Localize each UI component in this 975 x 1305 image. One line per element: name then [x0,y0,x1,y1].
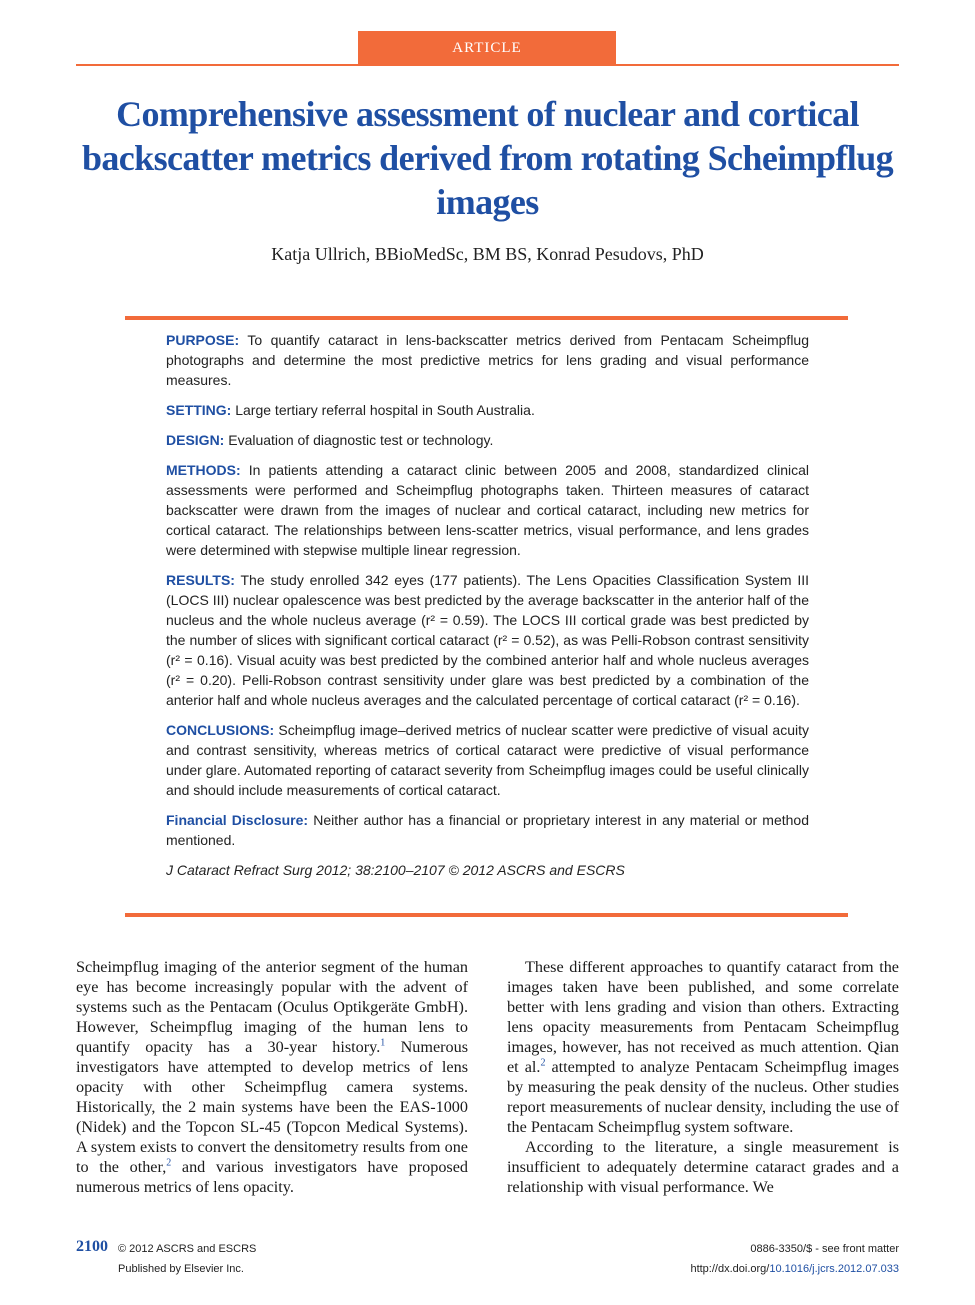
page-footer [76,1240,899,1280]
author-list: Katja Ullrich, BBioMedSc, BM BS, Konrad Pesudovs, PhD [271,244,704,264]
intro-text-c: and various investigators have proposed numerous metrics of lens opacity. [76,1158,468,1196]
abstract-conclusions [166,720,809,800]
disclosure-text: Neither author has a financial or proprietary interest in any material or method mentioned. [166,812,809,848]
doi-prefix: http://dx.doi.org/ [690,1263,770,1275]
results-text: The study enrolled 342 eyes (177 patients). The Lens Opacities Classification System III (LOCS III) nuclear opalescence was best predicted by the average backscatter in the anterior half of the nucleus and the whole nucleus average (r² = 0.59). The LOCS III cortical grade was best predicted by the number of slices with significant cortical cataract (r² = 0.52), as was Pelli-Robson contrast sensitivity (r² = 0.16). Visual acuity was best predicted by the combined anterior half and whole nucleus averages (r² = 0.20). Pelli-Robson contrast sensitivity under glare was best predicted by a combination of the anterior half and whole nucleus averages and the calculated percentage of cortical cataract (r² = 0.16). [166,572,809,708]
reference-link-2[interactable]: 2 [166,1157,172,1169]
body-paragraph-1 [507,957,899,1137]
doi-link[interactable]: 10.1016/j.jcrs.2012.07.033 [769,1263,899,1275]
purpose-label: PURPOSE: [166,332,240,348]
design-label: DESIGN: [166,432,225,448]
purpose-text: To quantify cataract in lens-backscatter metrics derived from Pentacam Scheimpflug photographs and determine the most predictive metrics for lens grading and visual performance measures. [166,332,810,388]
body-column-right [507,957,899,1197]
section-tab: ARTICLE [358,31,616,65]
disclosure-label: Financial Disclosure: [166,812,309,828]
conclusions-text: Scheimpflug image–derived metrics of nuclear scatter were predictive of visual acuity and contrast sensitivity, whereas metrics of cortical cataract were predictive of visual performance under glare. Automated reporting of cataract severity from Scheimpflug images could be useful clinically and should include measurements of cortical cataract. [166,722,810,798]
page-number: 2100 [76,1238,108,1255]
abstract-results [166,570,809,710]
body-column-left [76,957,468,1197]
abstract-top-rule [125,316,848,320]
methods-text: In patients attending a cataract clinic between 2005 and 2008, standardized clinical assessments were performed and Scheimpflug photographs taken. Thirteen measures of cataract backscatter were drawn from the images of nuclear and cortical cataract, including new metrics for cortical cataract. The relationships between lens-scatter metrics, visual performance, and lens grades were determined with stepwise multiple linear regression. [166,462,810,558]
abstract-design [166,430,809,450]
methods-label: METHODS: [166,462,241,478]
intro-paragraph [76,957,468,1197]
footer-copyright: © 2012 ASCRS and ESCRS [118,1243,257,1255]
design-text: Evaluation of diagnostic test or technology. [228,432,494,448]
footer-publisher: Published by Elsevier Inc. [118,1263,244,1275]
reference-link-1[interactable]: 1 [380,1037,386,1049]
abstract [166,330,809,890]
body-text-b: attempted to analyze Pentacam Scheimpflug images by measuring the peak density of the nucleus. Other studies report measurements of nuclear density, including the use of the Pentacam Scheimpflug system software. [507,1058,899,1136]
body-text-a: These different approaches to quantify cataract from the images taken have been published, and some correlate better with lens grading and vision than others. Extracting lens opacity measurements from Pentacam Scheimpflug images, however, has not received as much attention. Qian et al. [507,958,899,1076]
results-label: RESULTS: [166,572,235,588]
footer-issn: 0886-3350/$ - see front matter [750,1243,899,1255]
reference-link-3[interactable]: 2 [540,1057,546,1069]
intro-text-b: Numerous investigators have attempted to develop metrics of lens opacity with other Scheimpflug camera systems. Historically, the 2 main systems have been the EAS-1000 (Nidek) and the Topcon SL-45 (Topcon Medical Systems). A system exists to convert the densitometry results from one to the other, [76,1038,469,1176]
abstract-disclosure [166,810,809,850]
abstract-methods [166,460,809,560]
footer-doi [690,1263,899,1275]
abstract-bottom-rule [125,913,848,917]
conclusions-label: CONCLUSIONS: [166,722,275,738]
body-paragraph-2: According to the literature, a single measurement is insufficient to adequately determine cataract grades and a relationship with visual performance. We [507,1138,899,1196]
setting-label: SETTING: [166,402,232,418]
intro-text-a: Scheimpflug imaging of the anterior segment of the human eye has become increasingly popular with the advent of systems such as the Pentacam (Oculus Optikgeräte GmbH). However, Scheimpflug imaging of the human lens to quantify opacity has a 30-year history. [76,958,468,1056]
abstract-purpose [166,330,809,390]
article-title: Comprehensive assessment of nuclear and cortical backscatter metrics derived from rotating Scheimpflug images [81,94,894,222]
setting-text: Large tertiary referral hospital in South Australia. [235,402,535,418]
journal-citation: J Cataract Refract Surg 2012; 38:2100–2107 © 2012 ASCRS and ESCRS [166,862,625,878]
abstract-setting [166,400,809,420]
